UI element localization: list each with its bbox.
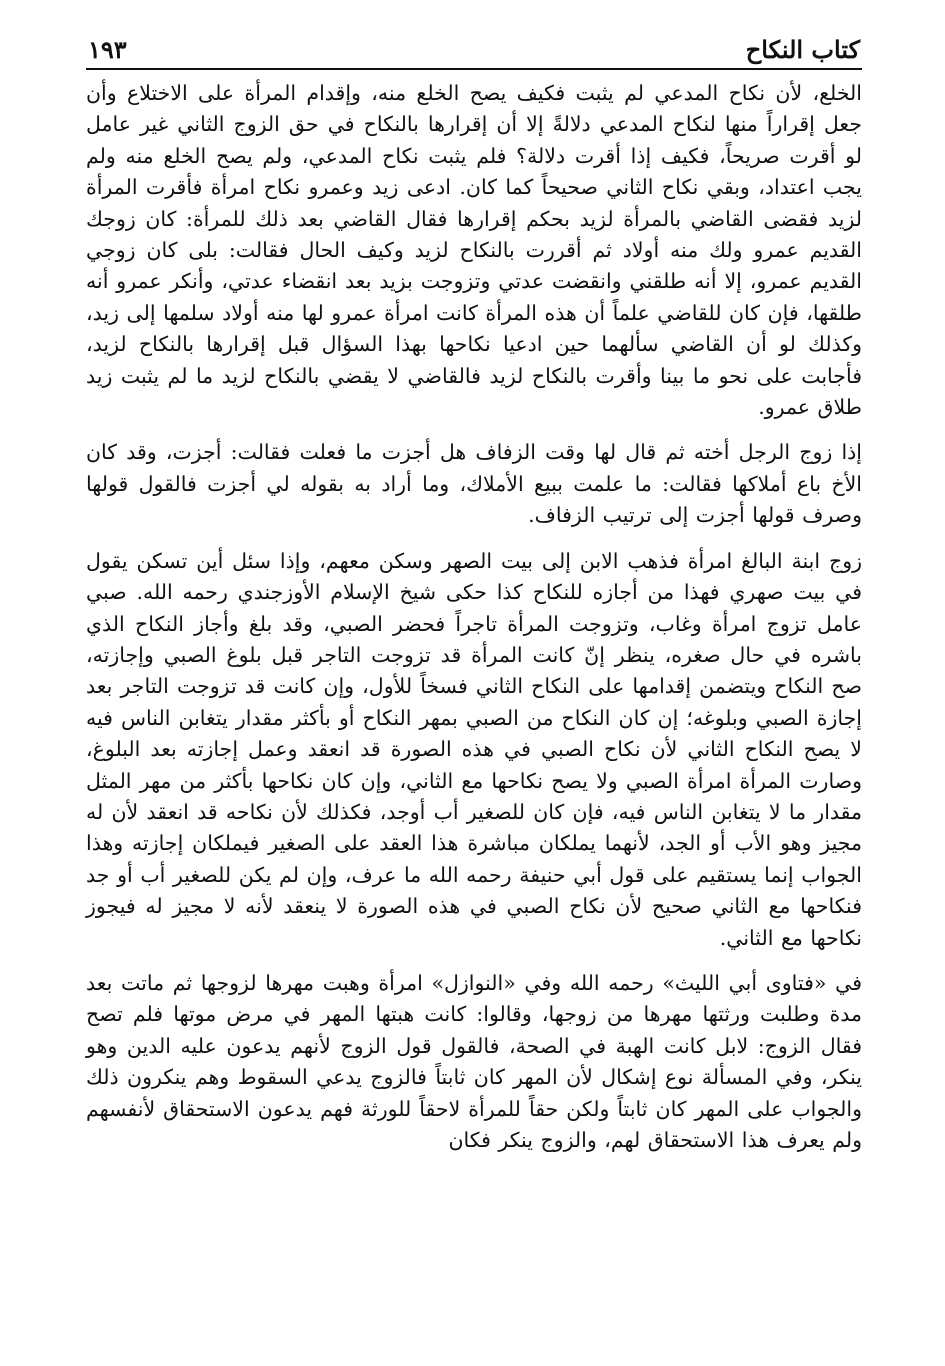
page-number: ١٩٣ bbox=[88, 35, 127, 64]
paragraph: الخلع، لأن نكاح المدعي لم يثبت فكيف يصح الخلع منه، وإقدام المرأة على الاختلاع وأن جعل إقراراً منها لنكاح المدعي دلالةً إلا أن إقرارها بالنكاح في حق الزوج الثاني غير عامل لو أقرت صريحاً، فكيف إذا أقرت دلالة؟ فلم يثبت نكاح المدعي، ولم يصح الخلع منه ولم يجب اعتداد، وبقي نكاح الثاني صحيحاً كما كان. ادعى زيد وعمرو نكاح امرأة فأقرت المرأة لزيد فقضى القاضي بالمرأة لزيد بحكم إقرارها فقال القاضي بعد ذلك للمرأة: كان زوجك القديم عمرو ولك منه أولاد ثم أقررت بالنكاح لزيد وكيف الحال فقالت: بلى كان زوجي القديم عمرو، إلا أنه طلقني وانقضت عدتي وتزوجت بزيد بعد انقضاء عدتي، وأنكر عمرو أنه طلقها، فإن كان للقاضي علماً أن هذه المرأة كانت امرأة عمرو لها منه أولاد سلمها إلى زيد، وكذلك لو أن القاضي سألهما حين ادعيا نكاحها بهذا السؤال قبل إقرارها بالنكاح لزيد، فأجابت على نحو ما بينا وأقرت بالنكاح لزيد فالقاضي لا يقضي بالنكاح لزيد ما لم يثبت زيد طلاق عمرو. bbox=[86, 81, 862, 420]
page-header bbox=[86, 28, 862, 68]
paragraph: في «فتاوى أبي الليث» رحمه الله وفي «النوازل» امرأة وهبت مهرها لزوجها ثم ماتت بعد مدة وطلبت ورثتها مهرها من زوجها، وقالوا: كانت هبتها المهر في مرض موتها فلم تصح فقال الزوج: لابل كانت الهبة في الصحة، فالقول قول الزوج لأنهم يدعون عليه الدين وهو ينكر، وفي المسألة نوع إشكال لأن المهر كان ثابتاً فالزوج يدعي السقوط وهم ينكرون ذلك والجواب على المهر كان ثابتاً ولكن حقاً للمرأة لاحقاً للورثة فهم يدعون الاستحقاق لأنفسهم ولم يعرف هذا الاستحقاق لهم، والزوج ينكر فكان bbox=[86, 970, 862, 1152]
body-text bbox=[86, 78, 862, 1156]
running-title: كتاب النكاح bbox=[745, 35, 860, 64]
paragraph: زوج ابنة البالغ امرأة فذهب الابن إلى بيت الصهر وسكن معهم، وإذا سئل أين تسكن يقول في بيت صهري فهذا من أجازه للنكاح كذا حكى شيخ الإسلام الأوزجندي رحمه الله. صبي عامل تزوج امرأة وغاب، وتزوجت المرأة تاجراً فحضر الصبي، وقد بلغ وأجاز النكاح الذي باشره في حال صغره، ينظر إنّ كانت المرأة قد تزوجت التاجر قبل بلوغ الصبي وإجازته، صح النكاح ويتضمن إقدامها على النكاح الثاني فسخاً للأول، وإن كانت قد تزوجت التاجر بعد إجازة الصبي وبلوغه؛ إن كان النكاح من الصبي بمهر النكاح أو بأكثر مقدار يتغابن الناس فيه لا يصح النكاح الثاني لأن نكاح الصبي في هذه الصورة قد انعقد وعمل إجازته بعد البلوغ، وصارت المرأة امرأة الصبي ولا يصح نكاحها مع الثاني، وإن كان نكاحها بأكثر من مهر المثل مقدار ما لا يتغابن الناس فيه، فإن كان للصغير أب أوجد، فكذلك لأن نكاحه قد انعقد لأن له مجيز وهو الأب أو الجد، لأنهما يملكان مباشرة هذا العقد على الصغير فيملكان إجازته وهذا الجواب إنما يستقيم على قول أبي حنيفة رحمه الله ما عرف، وإن لم يكن للصغير أب أو جد فنكاحها مع الثاني صحيح لأن نكاح الصبي في هذه الصورة لا ينعقد لأنه لا مجيز له فيجوز نكاحها مع الثاني. bbox=[86, 548, 862, 950]
book-page bbox=[86, 28, 862, 1170]
paragraph: إذا زوج الرجل أخته ثم قال لها وقت الزفاف هل أجزت ما فعلت فقالت: أجزت، وقد كان الأخ باع أملاكها فقالت: ما علمت ببيع الأملاك، وما أراد به بقوله لي أجزت فالقول قولها وصرف قولها أجزت إلى ترتيب الزفاف. bbox=[86, 440, 862, 528]
header-rule bbox=[86, 68, 862, 70]
